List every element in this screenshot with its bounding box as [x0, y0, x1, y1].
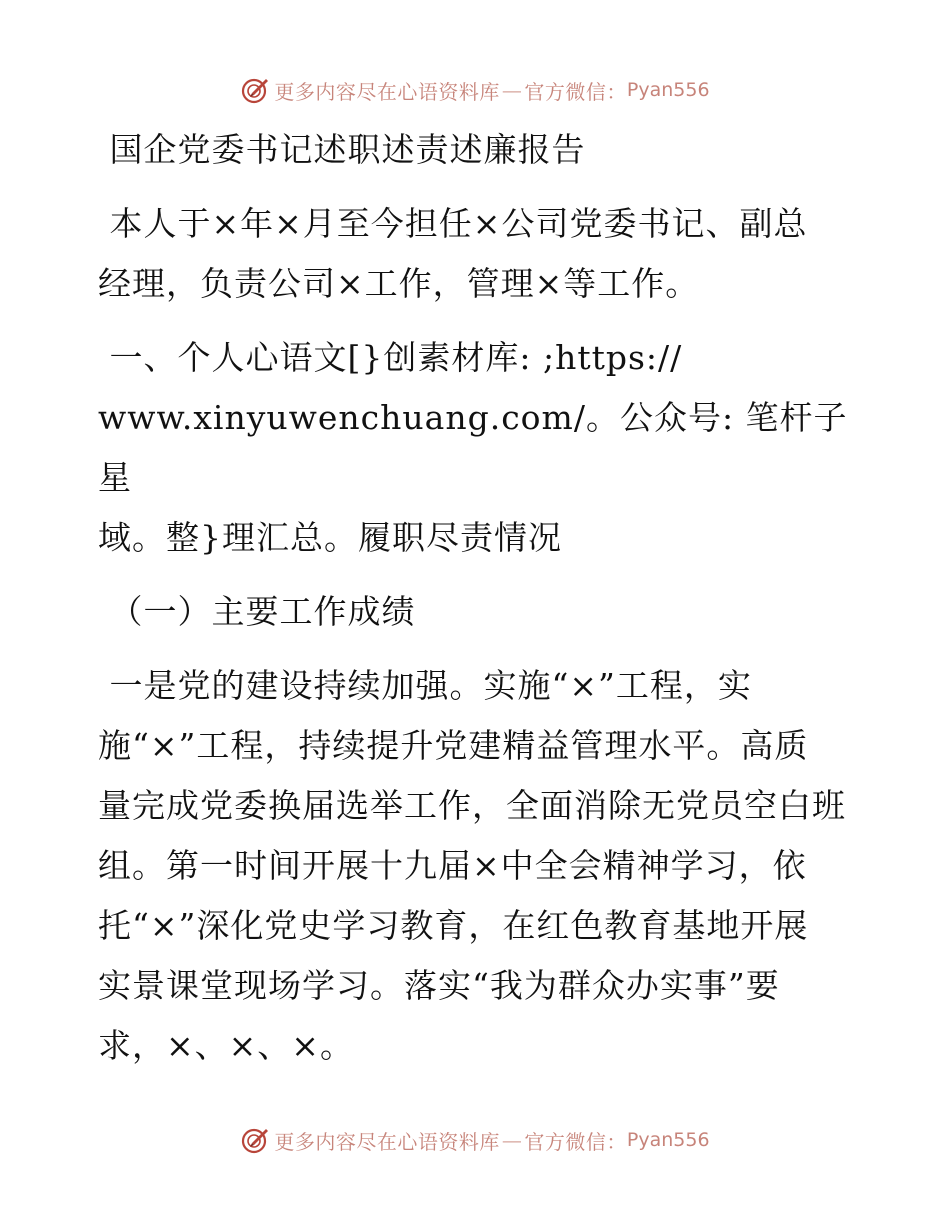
body-line: 量完成党委换届选举工作，全面消除无党员空白班 [98, 786, 846, 825]
document-body [98, 120, 858, 1076]
watermark-contact: Pyan556 [626, 1129, 710, 1151]
body-line: 求，×、×、×。 [98, 1026, 354, 1065]
body-line: 托“×”深化党史学习教育，在红色教育基地开展 [98, 906, 809, 945]
watermark-banner-top [0, 70, 950, 110]
watermark-main-text: 更多内容尽在心语资料库 [274, 79, 500, 104]
section-line: www.xinyuwenchuang.com/。公众号: 笔杆子星 [98, 398, 848, 497]
body-line: 组。第一时间开展十九届×中全会精神学习，依 [98, 846, 807, 885]
watermark-separator: — [501, 78, 523, 102]
body-line: 一是党的建设持续加强。实施“×”工程，实 [98, 666, 752, 705]
body-line: 施“×”工程，持续提升党建精益管理水平。高质 [98, 726, 809, 765]
watermark-separator: — [501, 1128, 523, 1152]
watermark-channel-label: 官方微信： [524, 1129, 627, 1154]
intro-paragraph [98, 194, 858, 314]
subsection-heading-block [98, 582, 858, 642]
watermark-banner-bottom [0, 1120, 950, 1160]
document-title: 国企党委书记述职述责述廉报告 [98, 130, 586, 169]
pen-logo-icon [240, 1125, 270, 1155]
section-line: 一、个人心语文[}创素材库: ;https:// [98, 338, 683, 377]
body-line: 实景课堂现场学习。落实“我为群众办实事”要 [98, 966, 780, 1005]
section-1-heading [98, 328, 858, 568]
body-paragraph [98, 656, 858, 1076]
subsection-heading: （一）主要工作成绩 [98, 592, 416, 631]
intro-line: 经理，负责公司×工作，管理×等工作。 [98, 264, 700, 303]
pen-logo-icon [240, 75, 270, 105]
watermark-contact: Pyan556 [626, 79, 710, 101]
intro-line: 本人于×年×月至今担任×公司党委书记、副总 [98, 204, 808, 243]
watermark-main-text: 更多内容尽在心语资料库 [274, 1129, 500, 1154]
watermark-channel-label: 官方微信： [524, 79, 627, 104]
section-line: 域。整}理汇总。履职尽责情况 [98, 518, 562, 557]
